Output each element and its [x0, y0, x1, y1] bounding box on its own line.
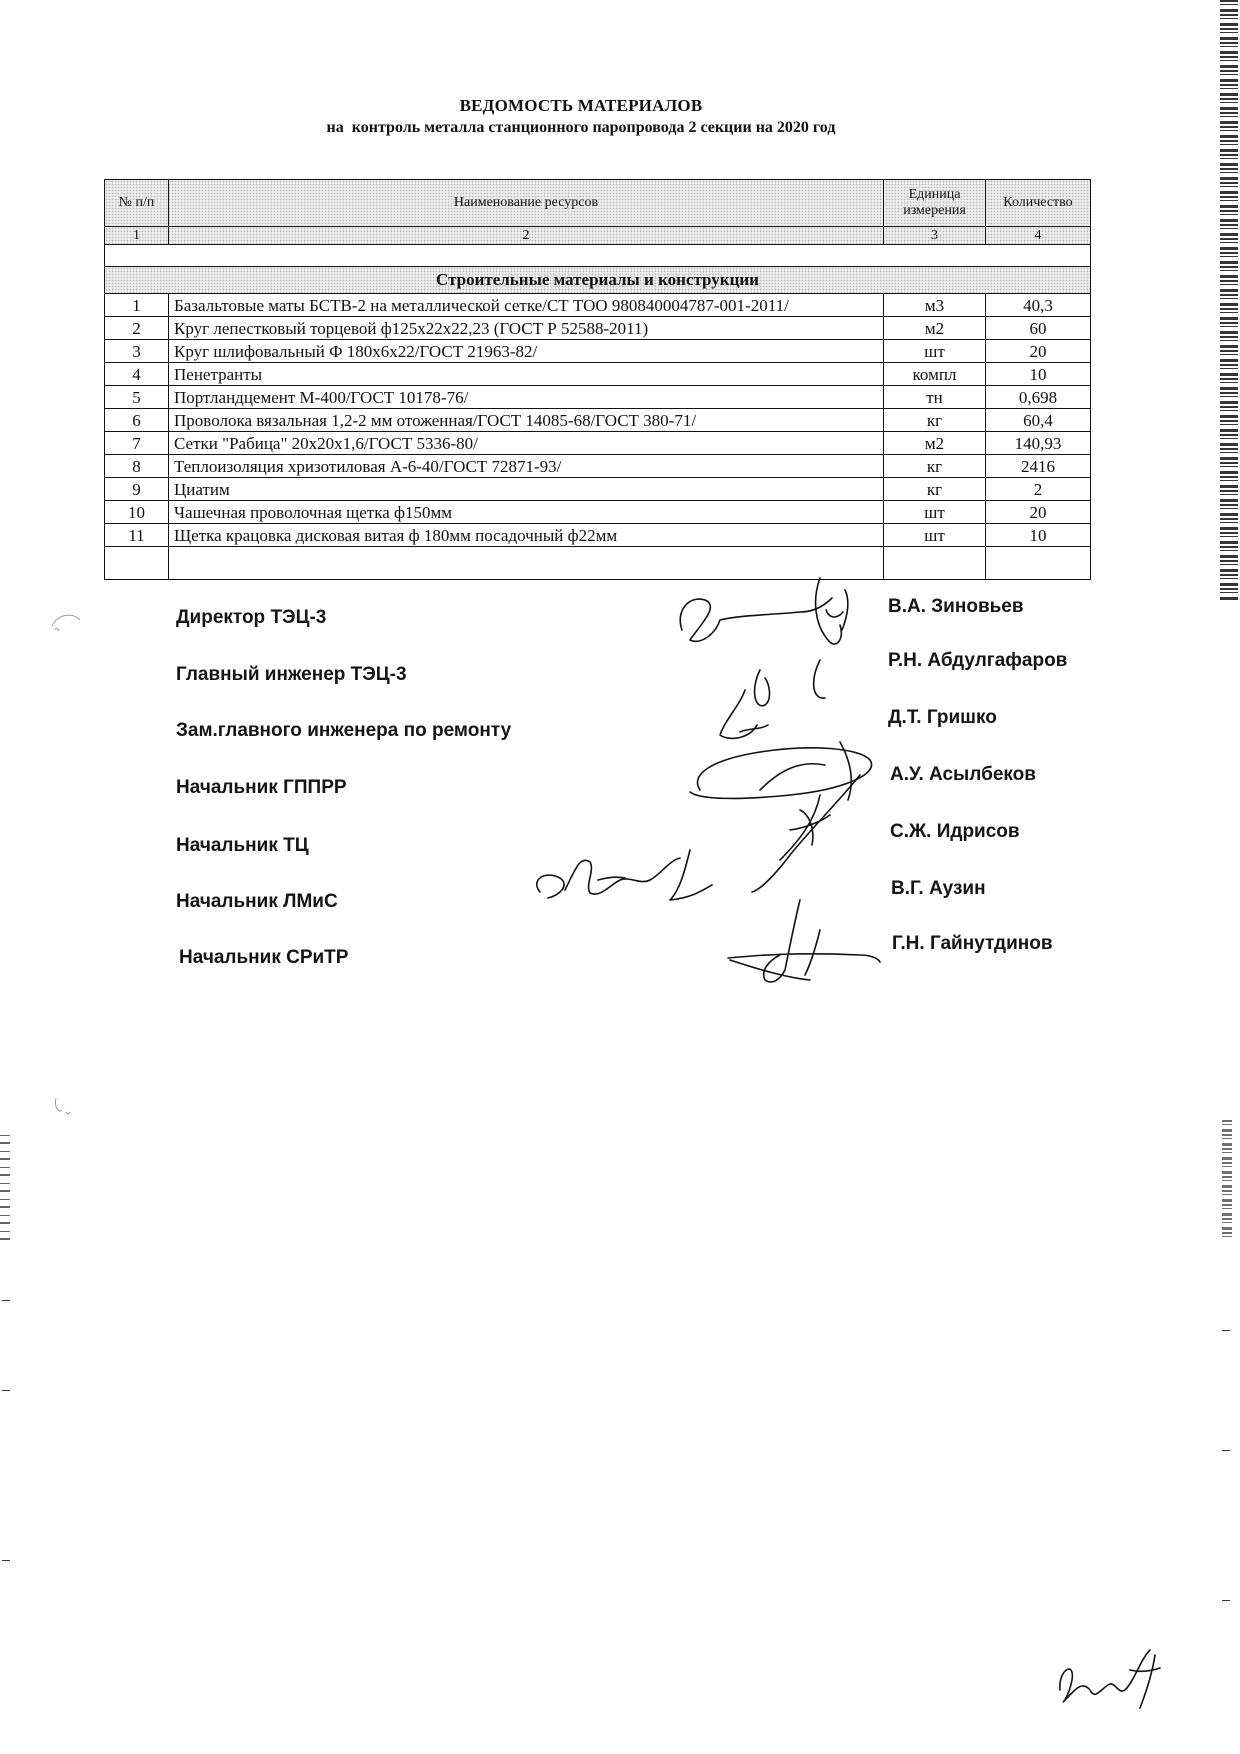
resource-name: Сетки "Рабица" 20х20х1,6/ГОСТ 5336-80/: [169, 432, 884, 455]
row-number: 1: [105, 294, 169, 317]
quantity: 60,4: [986, 409, 1091, 432]
row-number: 8: [105, 455, 169, 478]
table-row: [105, 432, 1091, 455]
table-row: [105, 363, 1091, 386]
signatory-name: В.Г. Аузин: [891, 878, 986, 899]
signatory-name: В.А. Зиновьев: [888, 596, 1024, 617]
scan-edge-marks: [0, 1135, 10, 1245]
quantity: 140,93: [986, 432, 1091, 455]
unit: м2: [884, 317, 986, 340]
handwritten-signature: [728, 900, 880, 982]
resource-name: Круг лепестковый торцевой ф125х22х22,23 (ГОСТ Р 52588-2011): [169, 317, 884, 340]
handwritten-signature: [537, 850, 712, 900]
signatory-name: Г.Н. Гайнутдинов: [892, 933, 1053, 954]
scan-edge-tick: [1222, 1450, 1230, 1451]
empty-cell: [884, 547, 986, 580]
row-number: 9: [105, 478, 169, 501]
unit: кг: [884, 455, 986, 478]
row-number: 6: [105, 409, 169, 432]
handwritten-signature: [1060, 1650, 1160, 1708]
column-number: 4: [986, 227, 1091, 245]
unit: шт: [884, 340, 986, 363]
row-number: 10: [105, 501, 169, 524]
quantity: 0,698: [986, 386, 1091, 409]
table-row: [105, 409, 1091, 432]
handwritten-signature: [752, 775, 860, 892]
resource-name: Щетка крацовка дисковая витая ф 180мм посадочный ф22мм: [169, 524, 884, 547]
signatory-position: Главный инженер ТЭЦ-3: [176, 664, 407, 685]
table-row: [105, 501, 1091, 524]
scan-barcode-strip: [1220, 0, 1238, 600]
resource-name: Проволока вязальная 1,2-2 мм отоженная/ГОСТ 14085-68/ГОСТ 380-71/: [169, 409, 884, 432]
resource-name: Циатим: [169, 478, 884, 501]
unit: м3: [884, 294, 986, 317]
header-quantity: Количество: [986, 180, 1091, 227]
quantity: 40,3: [986, 294, 1091, 317]
handwritten-signature: [680, 578, 848, 644]
document-title: ВЕДОМОСТЬ МАТЕРИАЛОВ: [459, 96, 703, 115]
row-number: 11: [105, 524, 169, 547]
scan-edge-tick: [2, 1560, 10, 1561]
signatory-position: Директор ТЭЦ-3: [176, 607, 327, 628]
table-row: [105, 294, 1091, 317]
quantity: 2416: [986, 455, 1091, 478]
scan-edge-tick: [1222, 1330, 1230, 1331]
quantity: 20: [986, 501, 1091, 524]
row-number: 5: [105, 386, 169, 409]
quantity: 10: [986, 363, 1091, 386]
column-numbers-row: [105, 227, 1091, 245]
handwritten-signature: [720, 660, 825, 738]
resource-name: Чашечная проволочная щетка ф150мм: [169, 501, 884, 524]
materials-table: [104, 179, 1091, 580]
row-number: 7: [105, 432, 169, 455]
unit: шт: [884, 524, 986, 547]
unit: тн: [884, 386, 986, 409]
handwritten-signature: [690, 742, 872, 800]
column-number: 1: [105, 227, 169, 245]
signatory-name: А.У. Асылбеков: [890, 764, 1036, 785]
signatory-position: Начальник ЛМиС: [176, 891, 338, 912]
quantity: 20: [986, 340, 1091, 363]
table-row: [105, 386, 1091, 409]
table-row: [105, 340, 1091, 363]
resource-name: Теплоизоляция хризотиловая А-6-40/ГОСТ 72871-93/: [169, 455, 884, 478]
unit: шт: [884, 501, 986, 524]
empty-row: [105, 547, 1091, 580]
empty-cell: [169, 547, 884, 580]
row-number: 2: [105, 317, 169, 340]
document-subtitle: на контроль металла станционного паропровода 2 секции на 2020 год: [326, 119, 836, 136]
column-number: 2: [169, 227, 884, 245]
signatory-position: Начальник ТЦ: [176, 835, 309, 856]
signatory-name: С.Ж. Идрисов: [890, 821, 1020, 842]
signatory-position: Начальник СРиТР: [179, 947, 349, 968]
empty-cell: [105, 547, 169, 580]
signatory-position: Начальник ГППРР: [176, 777, 347, 798]
empty-cell: [986, 547, 1091, 580]
unit: кг: [884, 478, 986, 501]
header-unit: Единица измерения: [884, 180, 986, 227]
row-number: 3: [105, 340, 169, 363]
resource-name: Пенетранты: [169, 363, 884, 386]
column-number: 3: [884, 227, 986, 245]
scan-edge-tick: [1222, 1600, 1230, 1601]
unit: компл: [884, 363, 986, 386]
scan-barcode-strip: [1222, 1120, 1232, 1240]
table-row: [105, 317, 1091, 340]
signatory-name: Д.Т. Гришко: [888, 707, 997, 728]
table-header-row: [105, 180, 1091, 227]
header-name: Наименование ресурсов: [169, 180, 884, 227]
header-number: № п/п: [105, 180, 169, 227]
table-row: [105, 478, 1091, 501]
resource-name: Базальтовые маты БСТВ-2 на металлической сетке/СТ ТОО 980840004787-001-2011/: [169, 294, 884, 317]
section-title: Строительные материалы и конструкции: [105, 267, 1091, 294]
signatory-name: Р.Н. Абдулгафаров: [888, 650, 1068, 671]
row-number: 4: [105, 363, 169, 386]
blank-cell: [105, 245, 1091, 267]
table-row: [105, 524, 1091, 547]
unit: кг: [884, 409, 986, 432]
table-row: [105, 455, 1091, 478]
unit: м2: [884, 432, 986, 455]
scan-artifacts: [52, 615, 80, 1113]
blank-row: [105, 245, 1091, 267]
resource-name: Портландцемент М-400/ГОСТ 10178-76/: [169, 386, 884, 409]
scan-edge-tick: [2, 1300, 10, 1301]
resource-name: Круг шлифовальный Ф 180х6х22/ГОСТ 21963-82/: [169, 340, 884, 363]
quantity: 10: [986, 524, 1091, 547]
scan-edge-tick: [2, 1390, 10, 1391]
signatory-position: Зам.главного инженера по ремонту: [176, 720, 512, 741]
quantity: 2: [986, 478, 1091, 501]
quantity: 60: [986, 317, 1091, 340]
section-row: [105, 267, 1091, 294]
